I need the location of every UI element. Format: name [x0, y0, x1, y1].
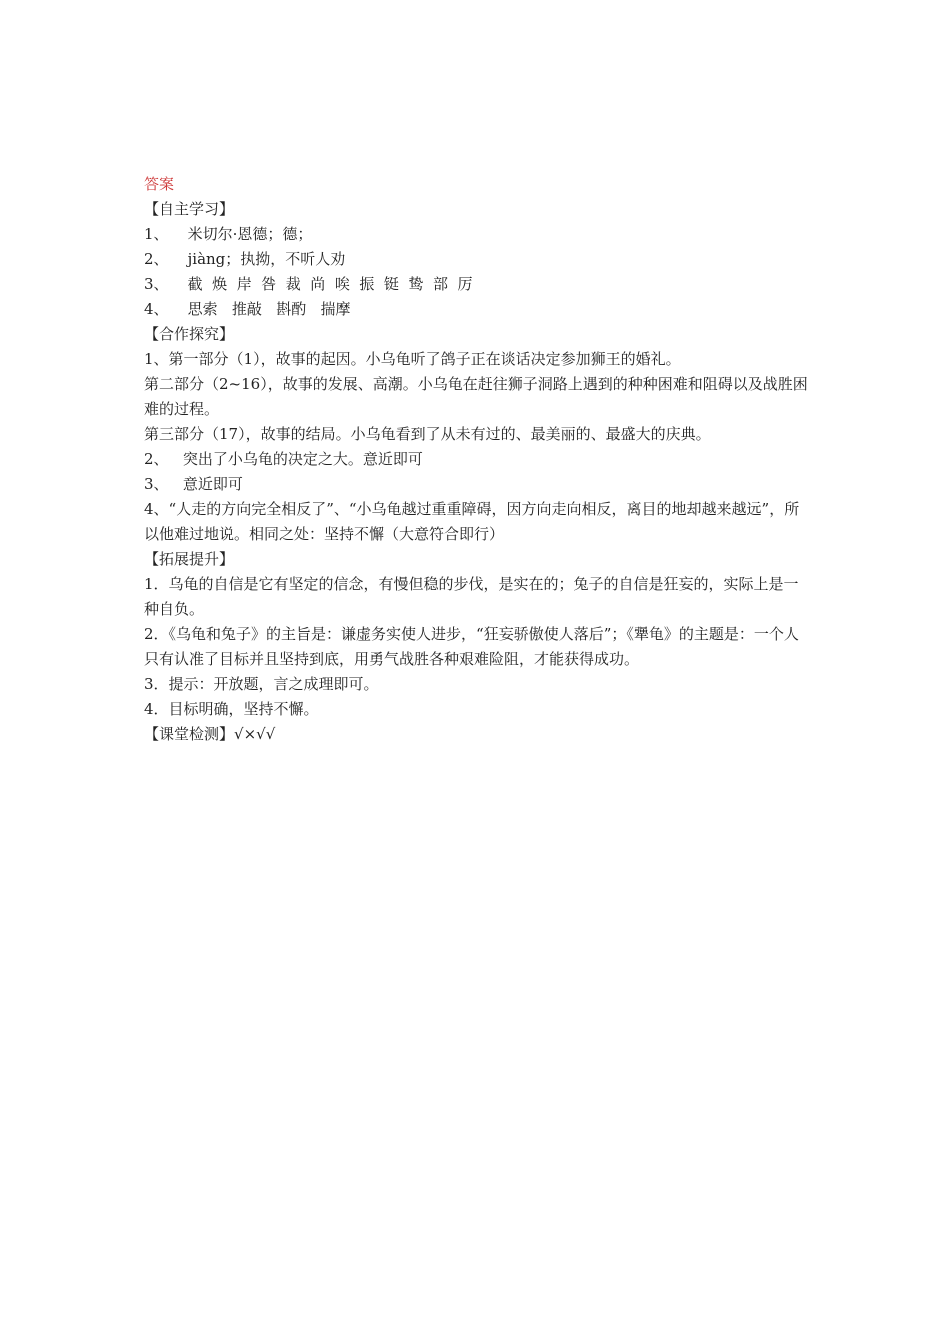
self-study-item-2: 2、 jiàng；执拗，不听人劝: [144, 250, 346, 268]
self-study-item-1: 1、 米切尔·恩德；德；: [144, 225, 313, 243]
extension-item-4: 4．目标明确，坚持不懈。: [144, 700, 319, 718]
cooperation-item-1: 1、第一部分（1），故事的起因。小乌龟听了鸽子正在谈话决定参加狮王的婚礼。: [144, 350, 681, 368]
answer-document: [144, 172, 812, 747]
self-study-item-3: 3、 截 焕 岸 咎 裁 尚 唉 振 铤 鸷 部 厉: [144, 275, 473, 293]
cooperation-item-3: 第三部分（17），故事的结局。小乌龟看到了从未有过的、最美丽的、最盛大的庆典。: [144, 425, 711, 443]
cooperation-item-4: 2、 突出了小乌龟的决定之大。意近即可: [144, 450, 423, 468]
extension-heading: 【拓展提升】: [144, 550, 235, 568]
cooperation-heading: 【合作探究】: [144, 325, 235, 343]
classroom-test-answer: √×√√: [234, 725, 276, 743]
self-study-item-4: 4、 思索 推敲 斟酌 揣摩: [144, 300, 351, 318]
cooperation-item-6: 4、“人走的方向完全相反了”、“小乌龟越过重重障碍，因方向走向相反，离目的地却越来越远”，所以他难过地说。相同之处：坚持不懈（大意符合即行）: [144, 500, 800, 543]
extension-item-3: 3．提示：开放题，言之成理即可。: [144, 675, 379, 693]
answer-title: 答案: [144, 175, 175, 193]
cooperation-item-2: 第二部分（2~16），故事的发展、高潮。小乌龟在赶往狮子洞路上遇到的种种困难和阻碍以及战胜困难的过程。: [144, 375, 808, 418]
extension-item-1: 1．乌龟的自信是它有坚定的信念，有慢但稳的步伐，是实在的；兔子的自信是狂妄的，实际上是一种自负。: [144, 575, 799, 618]
cooperation-item-5: 3、 意近即可: [144, 475, 243, 493]
extension-item-2: 2．《乌龟和兔子》的主旨是：谦虚务实使人进步，“狂妄骄傲使人落后”；《犟龟》的主题是：一个人只有认准了目标并且坚持到底，用勇气战胜各种艰难险阻，才能获得成功。: [144, 625, 799, 668]
classroom-test-heading: 【课堂检测】: [144, 725, 235, 743]
self-study-heading: 【自主学习】: [144, 200, 235, 218]
classroom-test-line: [144, 722, 812, 747]
